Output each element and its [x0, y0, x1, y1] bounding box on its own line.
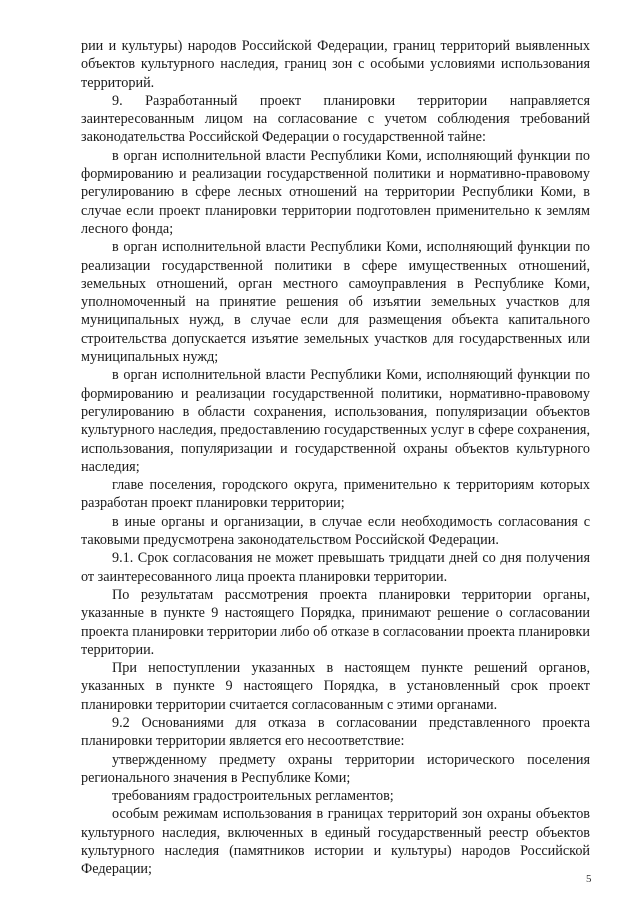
paragraph-clause-9-2: 9.2 Основаниями для отказа в согласовании представленного проекта планировки территории является его несоответствие: [81, 714, 590, 750]
paragraph-no-response: При непоступлении указанных в настоящем пункте решений органов, указанных в пункте 9 настоящего Порядка, в установленный срок проект планировки территории считается согласованным с этими органами. [81, 660, 590, 713]
document-body [81, 37, 590, 879]
paragraph-forestry-authority: в орган исполнительной власти Республики Коми, исполняющий функции по формированию и реализации государственной политики и нормативно-правовому регулированию в сфере лесных отношений на территории Республики Коми, в случае если проект планировки территории подготовлен применительно к землям лесного фонда; [81, 147, 590, 237]
paragraph-other-bodies: в иные органы и организации, в случае если необходимость согласования с таковыми предусмотрена законодательством Российской Федерации. [81, 513, 590, 549]
page-number: 5 [586, 873, 592, 885]
paragraph-clause-9-1: 9.1. Срок согласования не может превышать тридцати дней со дня получения от заинтересованного лица проекта планировки территории. [81, 550, 590, 585]
paragraph-protection-zones: особым режимам использования в границах территорий зон охраны объектов культурного наследия, включенных в единый государственный реестр объектов культурного наследия (памятников истории и культуры) народов Российской Федерации; [81, 806, 590, 878]
paragraph-clause-9: 9. Разработанный проект планировки территории направляется заинтересованным лицом на согласование с учетом соблюдения требований законодательства Российской Федерации о государственной тайне: [81, 92, 590, 146]
paragraph-property-authority: в орган исполнительной власти Республики Коми, исполняющий функции по реализации государственной политики в сфере имущественных отношений, земельных отношений, орган местного самоуправления в Республике Коми, уполномоченный на принятие решения об изъятии земельных участков для муниципальных нужд, в случае если для размещения объекта капитального строительства допускается изъятие земельных участков для государственных или муниципальных нужд; [81, 239, 590, 366]
paragraph-heritage-authority: в орган исполнительной власти Республики Коми, исполняющий функции по формированию и реализации государственной политики, нормативно-правовому регулированию в области сохранения, использования, популяризации объектов культурного наследия, предоставлению государственных услуг в сфере сохранения, использования, популяризации и государственной охраны объектов культурного наследия; [81, 367, 590, 475]
paragraph-review-results: По результатам рассмотрения проекта планировки территории органы, указанные в пункте 9 настоящего Порядка, принимают решение о согласовании проекта планировки территории либо об отказе в согласовании проекта планировки территории. [81, 586, 590, 658]
paragraph-settlement-head: главе поселения, городского округа, применительно к территориям которых разработан проект планировки территории; [81, 477, 590, 512]
paragraph-continuation: рии и культуры) народов Российской Федерации, границ территорий выявленных объектов культурного наследия, границ зон с особыми условиями использования территорий. [81, 38, 590, 91]
paragraph-historic-settlement: утвержденному предмету охраны территории исторического поселения регионального значения в Республике Коми; [81, 751, 590, 786]
paragraph-urban-regulations: требованиям градостроительных регламентов; [112, 788, 394, 805]
